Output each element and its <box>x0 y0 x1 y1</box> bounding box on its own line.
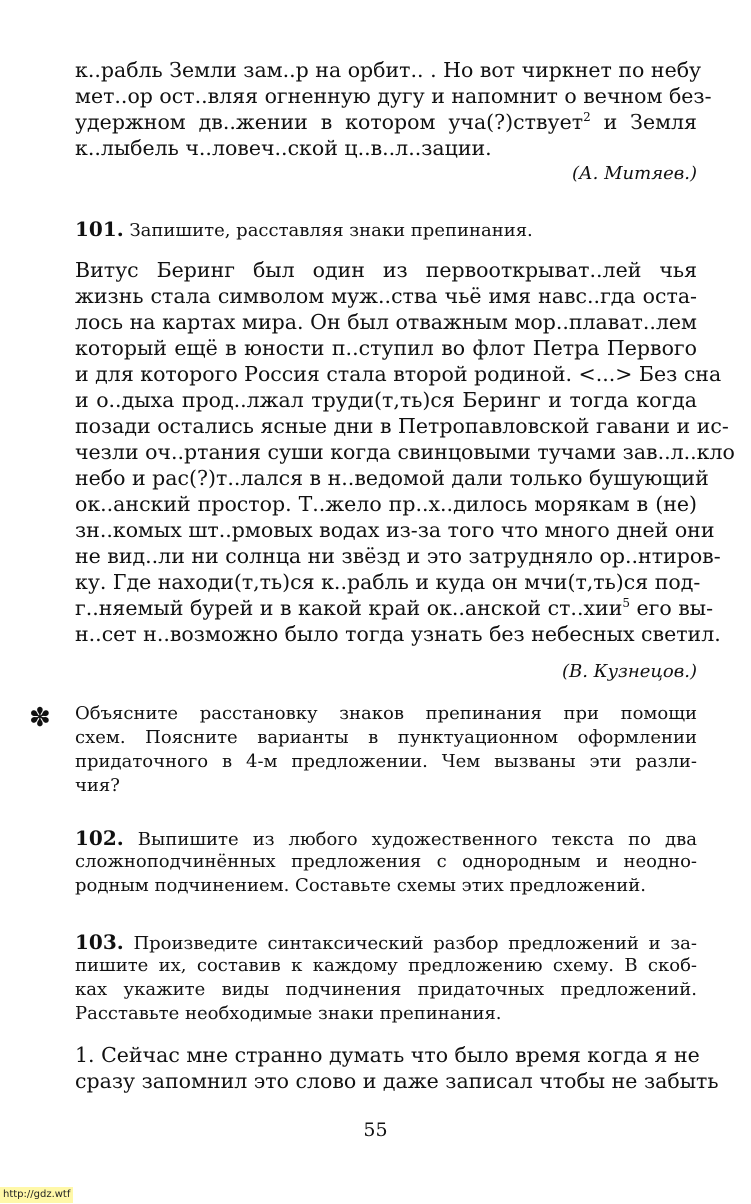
text-line: Расставьте необходимые знаки препинания. <box>75 1003 502 1024</box>
text-fragment: и Земля <box>590 110 697 134</box>
attribution: (В. Кузнецов.) <box>561 661 697 682</box>
task-text: Произведите синтаксический разбор предложений и за- <box>133 933 697 954</box>
text-line: к..лыбель ч..ловеч..ской ц..в..л..зации. <box>75 136 492 160</box>
text-line: небо и рас(?)т..лался в н..ведомой дали только бушующий <box>75 466 709 490</box>
exercise-101-task <box>75 217 697 241</box>
exercise-number: 103. <box>75 930 124 954</box>
watermark: http://gdz.wtf <box>0 1187 73 1203</box>
text-line: сразу запомнил это слово и даже записал чтобы не забыть <box>75 1069 719 1093</box>
text-line: жизнь стала символом муж..ства чьё имя навс..гда оста- <box>75 284 697 308</box>
text-line: сложноподчинённых предложения с однородным и неодно- <box>75 851 697 872</box>
text-line: позади остались ясные дни в Петропавловской гавани и ис- <box>75 414 729 438</box>
text-line: Объясните расстановку знаков препинания при помощи <box>75 703 697 724</box>
text-line: придаточного в 4-м предложении. Чем вызваны эти разли- <box>75 751 697 772</box>
text-line: который ещё в юности п..ступил во флот Петра Первого <box>75 336 697 360</box>
text-line: схем. Поясните варианты в пунктуационном оформлении <box>75 727 697 748</box>
exercise-number: 101. <box>75 217 124 241</box>
text-line: ку. Где находи(т,ть)ся к..рабль и куда он мчи(т,ть)ся под- <box>75 570 701 594</box>
text-line: и о..дыха прод..лжал труди(т,ть)ся Беринг и тогда когда <box>75 388 697 412</box>
page-number: 55 <box>363 1119 388 1141</box>
text-line: ок..анский простор. Т..жело пр..х..дилось морякам в (не) <box>75 492 697 516</box>
text-line: 1. Сейчас мне странно думать что было время когда я не <box>75 1043 700 1067</box>
flower-icon: ✽ <box>29 703 51 733</box>
text-line: родным подчинением. Составьте схемы этих предложений. <box>75 875 646 896</box>
text-line: и для которого Россия стала второй родиной. <...> Без сна <box>75 362 722 386</box>
footnote-mark: 5 <box>622 596 630 611</box>
footnote-mark: 2 <box>583 110 591 125</box>
text-line: к..рабль Земли зам..р на орбит.. . Но вот чиркнет по небу <box>75 58 702 82</box>
text-line: чезли оч..ртания суши когда свинцовыми тучами зав..л..кло <box>75 440 735 464</box>
text-line <box>75 930 697 954</box>
text-line: лось на картах мира. Он был отважным мор..плават..лем <box>75 310 697 334</box>
text-line: пишите их, составив к каждому предложению схему. В скоб- <box>75 955 697 976</box>
text-fragment: г..няемый бурей и в какой край ок..анской ст..хии <box>75 596 623 620</box>
text-line: Витус Беринг был один из первооткрыват..лей чья <box>75 258 697 282</box>
exercise-number: 102. <box>75 826 124 850</box>
text-line: зн..комых шт..рмовых водах из-за того что много дней они <box>75 518 715 542</box>
attribution: (А. Митяев.) <box>572 163 697 184</box>
text-line: н..сет н..возможно было тогда узнать без небесных светил. <box>75 622 721 646</box>
text-line <box>75 596 714 621</box>
task-text: Выпишите из любого художественного текста по два <box>137 829 697 850</box>
text-line: мет..ор ост..вляя огненную дугу и напомнит о вечном без- <box>75 84 712 108</box>
text-line: не вид..ли ни солнца ни звёзд и это затрудняло ор..нтиров- <box>75 544 721 568</box>
text-fragment: его вы- <box>630 596 714 620</box>
text-line: чия? <box>75 775 120 796</box>
text-line <box>75 110 697 135</box>
text-fragment: удержном дв..жении в котором уча(?)ствует <box>75 110 584 134</box>
text-line: ках укажите виды подчинения придаточных предложений. <box>75 979 697 1000</box>
text-line <box>75 826 697 850</box>
task-text: Запишите, расставляя знаки препинания. <box>129 220 533 241</box>
